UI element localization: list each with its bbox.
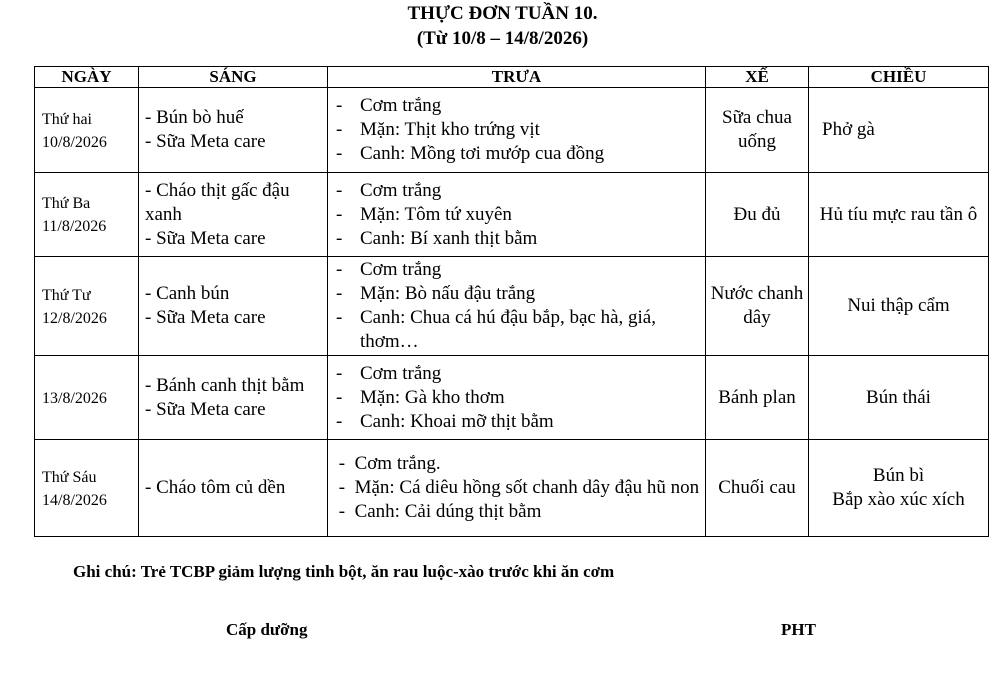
day-date: 13/8/2026 — [42, 389, 107, 407]
sang-cell — [139, 440, 328, 537]
dash-bullet: - — [336, 386, 343, 408]
chieu-cell: Bún thái — [809, 356, 989, 440]
day-date: 11/8/2026 — [42, 218, 107, 235]
day-cell — [35, 440, 139, 537]
day-name: Thứ Ba — [42, 195, 91, 212]
trua-item — [336, 282, 701, 306]
xe-cell: Nước chanh dây — [706, 257, 809, 356]
dash-bullet: - — [336, 119, 343, 140]
day-cell — [35, 356, 139, 440]
table-row — [35, 173, 989, 257]
trua-cell — [328, 88, 706, 173]
trua-item — [336, 179, 701, 203]
header-ngay: NGÀY — [35, 67, 139, 88]
xe-cell: Sữa chua uống — [706, 88, 809, 173]
trua-item — [336, 227, 701, 251]
menu-title: THỰC ĐƠN TUẦN 10. — [407, 3, 598, 24]
trua-item-text: Canh: Mồng tơi mướp cua đồng — [360, 143, 605, 164]
trua-item-text: Canh: Bí xanh thịt bằm — [360, 227, 538, 249]
signature-cook: Cấp dưỡng — [226, 620, 308, 639]
sang-item: - Bún bò huế — [145, 107, 244, 128]
dash-bullet: - — [336, 307, 343, 328]
menu-subtitle: (Từ 10/8 – 14/8/2026) — [416, 28, 589, 49]
header-sang: SÁNG — [139, 67, 328, 88]
header-trua: TRƯA — [328, 67, 706, 88]
xe-cell: Đu đủ — [706, 173, 809, 257]
chieu-cell: Phở gà — [809, 88, 989, 173]
xe-cell: Bánh plan — [706, 356, 809, 440]
trua-line: - Mặn: Cá diêu hồng sốt chanh dây đậu hũ non — [334, 477, 700, 498]
dash-bullet: - — [336, 410, 343, 432]
trua-item — [336, 258, 701, 282]
dash-bullet: - — [336, 227, 343, 249]
signature-vice-principal: PHT — [781, 620, 816, 639]
dash-bullet: - — [336, 283, 343, 304]
trua-item-text: Mặn: Bò nấu đậu trắng — [360, 283, 536, 304]
sang-item: - Bánh canh thịt bằm — [145, 374, 305, 396]
chieu-cell: Nui thập cẩm — [809, 257, 989, 356]
sang-item: - Canh bún — [145, 283, 230, 304]
sang-cell — [139, 257, 328, 356]
header-row — [35, 67, 989, 88]
dash-bullet: - — [336, 259, 343, 280]
sang-item: - Sữa Meta care — [145, 307, 266, 328]
note-text: Ghi chú: Trẻ TCBP giảm lượng tinh bột, ăn rau luộc-xào trước khi ăn cơm — [73, 562, 615, 581]
sang-item: - Sữa Meta care — [145, 227, 266, 249]
chieu-cell: Hủ tíu mực rau tần ô — [809, 173, 989, 257]
day-cell — [35, 88, 139, 173]
trua-item — [336, 118, 701, 142]
trua-item — [336, 203, 701, 227]
dash-bullet: - — [336, 362, 343, 384]
trua-item-text: Cơm trắng — [360, 362, 442, 384]
xe-cell: Chuối cau — [706, 440, 809, 537]
trua-item — [336, 142, 701, 166]
trua-item-text: Cơm trắng — [360, 95, 442, 116]
dash-bullet: - — [336, 179, 343, 201]
table-row — [35, 440, 989, 537]
trua-cell — [328, 173, 706, 257]
trua-item-text: Cơm trắng — [360, 179, 442, 201]
day-date: 14/8/2026 — [42, 491, 107, 509]
day-cell — [35, 173, 139, 257]
sang-cell — [139, 356, 328, 440]
trua-item — [336, 410, 701, 434]
table-row — [35, 257, 989, 356]
dash-bullet: - — [336, 95, 343, 116]
table-row — [35, 356, 989, 440]
day-date: 12/8/2026 — [42, 309, 107, 327]
chieu-item: Bắp xào xúc xích — [832, 489, 965, 510]
header-chieu: CHIỀU — [809, 67, 989, 88]
day-cell — [35, 257, 139, 356]
sang-item: - Sữa Meta care — [145, 131, 266, 152]
day-name: Thứ Tư — [42, 286, 91, 304]
menu-table — [34, 66, 989, 537]
trua-line: - Cơm trắng. — [334, 453, 441, 474]
sang-cell — [139, 173, 328, 257]
trua-cell — [328, 257, 706, 356]
sang-cell — [139, 88, 328, 173]
dash-bullet: - — [336, 143, 343, 164]
trua-item-text: Mặn: Gà kho thơm — [360, 386, 505, 408]
sang-item: - Sữa Meta care — [145, 398, 266, 420]
trua-item-text: Mặn: Tôm tứ xuyên — [360, 203, 512, 225]
dash-bullet: - — [336, 203, 343, 225]
table-row — [35, 88, 989, 173]
sang-item: - Cháo tôm củ dền — [145, 477, 286, 498]
header-xe: XẾ — [706, 67, 809, 88]
chieu-cell — [809, 440, 989, 537]
trua-item — [336, 386, 701, 410]
sang-item: - Cháo thịt gấc đậu xanh — [145, 179, 290, 225]
trua-item-text: Cơm trắng — [360, 259, 442, 280]
trua-item — [336, 306, 701, 354]
trua-item-text: Canh: Khoai mỡ thịt bằm — [360, 410, 554, 432]
trua-line: - Canh: Cải dúng thịt bằm — [334, 501, 542, 522]
chieu-item: Bún bì — [872, 465, 925, 486]
trua-item — [336, 94, 701, 118]
day-name: Thứ hai — [42, 110, 92, 128]
day-date: 10/8/2026 — [42, 133, 107, 151]
trua-cell — [328, 356, 706, 440]
trua-item — [336, 362, 701, 386]
day-name: Thứ Sáu — [42, 468, 97, 486]
trua-cell — [328, 440, 706, 537]
trua-item-text: Mặn: Thịt kho trứng vịt — [360, 119, 540, 140]
trua-item-text: Canh: Chua cá hú đậu bắp, bạc hà, giá, thơm… — [360, 307, 656, 352]
